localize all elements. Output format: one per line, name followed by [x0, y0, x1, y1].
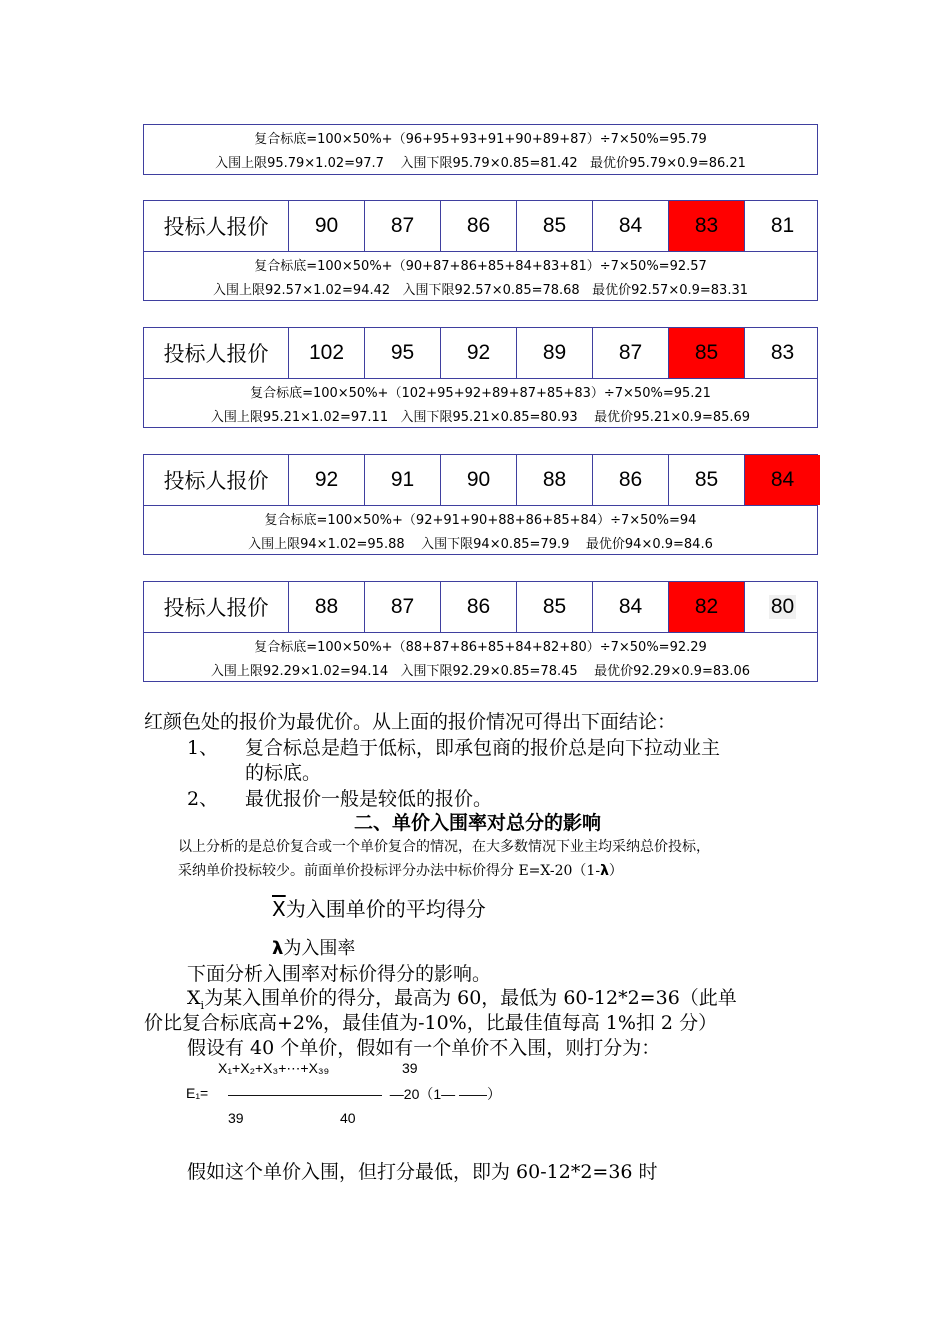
conclusion-intro: 红颜色处的报价为最优价。从上面的报价情况可得出下面结论：: [144, 711, 677, 733]
composite-base-line: 复合标底=100×50%+（88+87+86+85+84+82+80）÷7×50%=92.29: [254, 639, 707, 655]
bid-table-5: [143, 581, 818, 682]
limits-line: 入围上限95.21×1.02=97.11 入围下限95.21×0.85=80.93 最优价95.21×0.9=85.69: [210, 410, 751, 426]
item1-line2: 的标底。: [245, 762, 322, 784]
best-price-cell: 84: [744, 455, 820, 505]
xbar-symbol: $\overline{X}$: [272, 897, 286, 921]
price-cell: 84: [592, 582, 668, 632]
price-cell: 85: [516, 201, 592, 251]
limits-line: 入围上限95.79×1.02=97.7 入围下限95.79×0.85=81.42 最优价95.79×0.9=86.21: [215, 156, 746, 172]
price-cell: 85: [516, 582, 592, 632]
formula-fraction-top: 39: [402, 1060, 418, 1076]
price-row: [144, 328, 817, 379]
limits-line: 入围上限92.57×1.02=94.42 入围下限92.57×0.85=78.68 最优价92.57×0.9=83.31: [212, 283, 748, 299]
composite-base-line: 复合标底=100×50%+（90+87+86+85+84+83+81）÷7×50%=92.57: [254, 258, 707, 274]
price-cell: 87: [364, 201, 440, 251]
best-price-cell: 83: [668, 201, 744, 251]
price-cell: 89: [516, 328, 592, 378]
bid-table-3: [143, 327, 818, 428]
lambda-definition: [272, 934, 355, 960]
item1-line1: 复合标总是趋于低标，即承包商的报价总是向下拉动业主: [245, 737, 721, 759]
lambda-symbol: λ: [600, 863, 609, 879]
paragraph-1-line1: 以上分析的是总价复合或一个单价复合的情况，在大多数情况下业主均采纳总价投标，: [178, 839, 710, 855]
item1-number: 1、: [187, 737, 219, 759]
header-cell: 投标人报价: [163, 215, 269, 239]
price-cell: 88: [516, 455, 592, 505]
paragraph-3-line2: 价比复合标底高+2%，最佳值为-10%，比最佳值每高 1%扣 2 分）: [144, 1012, 718, 1034]
price-cell: 92: [288, 455, 364, 505]
price-cell: 88: [288, 582, 364, 632]
paragraph-3-text: 为某入围单价的得分，最高为 60，最低为 60-12*2=36（此单: [204, 987, 737, 1009]
price-cell: 90: [288, 201, 364, 251]
bid-table-4: [143, 454, 818, 555]
paragraph-1-line2: [178, 860, 623, 880]
lambda-text: 为入围率: [283, 938, 356, 959]
best-price-cell: 85: [668, 328, 744, 378]
composite-base-line: 复合标底=100×50%+（96+95+93+91+90+89+87）÷7×50%=95.79: [254, 131, 707, 147]
xi-symbol: X: [187, 987, 201, 1009]
price-cell: 95: [364, 328, 440, 378]
price-cell: 90: [440, 455, 516, 505]
formula-line: ——————————— —20（1— ——）: [228, 1086, 502, 1102]
formula-denominator-39: 39: [228, 1110, 244, 1126]
section-title: 二、单价入围率对总分的影响: [354, 812, 602, 834]
header-cell: 投标人报价: [163, 469, 269, 493]
price-cell: 102: [288, 328, 364, 378]
bid-table-2: [143, 200, 818, 301]
price-cell: 85: [668, 455, 744, 505]
formula-e1: E₁=: [186, 1085, 209, 1101]
bid-block-1: [143, 124, 818, 175]
formula-denominator-40: 40: [340, 1110, 356, 1126]
item2-number: 2、: [187, 788, 219, 810]
price-cell: 92: [440, 328, 516, 378]
price-cell: 86: [592, 455, 668, 505]
price-cell: 81: [744, 201, 820, 251]
price-cell: 84: [592, 201, 668, 251]
xi-subscript: i: [200, 998, 205, 1012]
xbar-definition: [272, 893, 486, 922]
price-cell: 87: [364, 582, 440, 632]
price-row: [144, 201, 817, 252]
paragraph-1-line2-text: 采纳单价投标较少。前面单价投标评分办法中标价得分 E=X-20（1-: [178, 863, 601, 879]
header-cell: 投标人报价: [163, 342, 269, 366]
price-row: [144, 455, 817, 506]
limits-line: 入围上限92.29×1.02=94.14 入围下限92.29×0.85=78.45 最优价92.29×0.9=83.06: [210, 664, 751, 680]
formula-numerator: X₁+X₂+X₃+⋯+X₃₉: [218, 1060, 330, 1076]
price-value: 80: [770, 595, 795, 618]
price-row: [144, 582, 817, 633]
composite-base-line: 复合标底=100×50%+（92+91+90+88+86+85+84）÷7×50%=94: [264, 512, 697, 528]
price-cell: [744, 582, 820, 632]
paragraph-2: 下面分析入围率对标价得分的影响。: [187, 963, 492, 985]
paragraph-4: 假设有 40 个单价，假如有一个单价不入围，则打分为：: [187, 1037, 661, 1059]
best-price-cell: 82: [668, 582, 744, 632]
item2-text: 最优报价一般是较低的报价。: [245, 788, 493, 810]
composite-base-line: 复合标底=100×50%+（102+95+92+89+87+85+83）÷7×50%=95.21: [250, 385, 711, 401]
header-cell: 投标人报价: [163, 596, 269, 620]
limits-line: 入围上限94×1.02=95.88 入围下限94×0.85=79.9 最优价94×0.9=84.6: [248, 537, 713, 553]
lambda-symbol: λ: [272, 938, 284, 959]
price-cell: 83: [744, 328, 820, 378]
xbar-text: 为入围单价的平均得分: [285, 897, 486, 921]
price-cell: 91: [364, 455, 440, 505]
paragraph-1-line2-close: ）: [608, 863, 623, 879]
price-cell: 86: [440, 582, 516, 632]
price-cell: 86: [440, 201, 516, 251]
price-cell: 87: [592, 328, 668, 378]
paragraph-5: 假如这个单价入围，但打分最低，即为 60-12*2=36 时: [187, 1161, 658, 1183]
